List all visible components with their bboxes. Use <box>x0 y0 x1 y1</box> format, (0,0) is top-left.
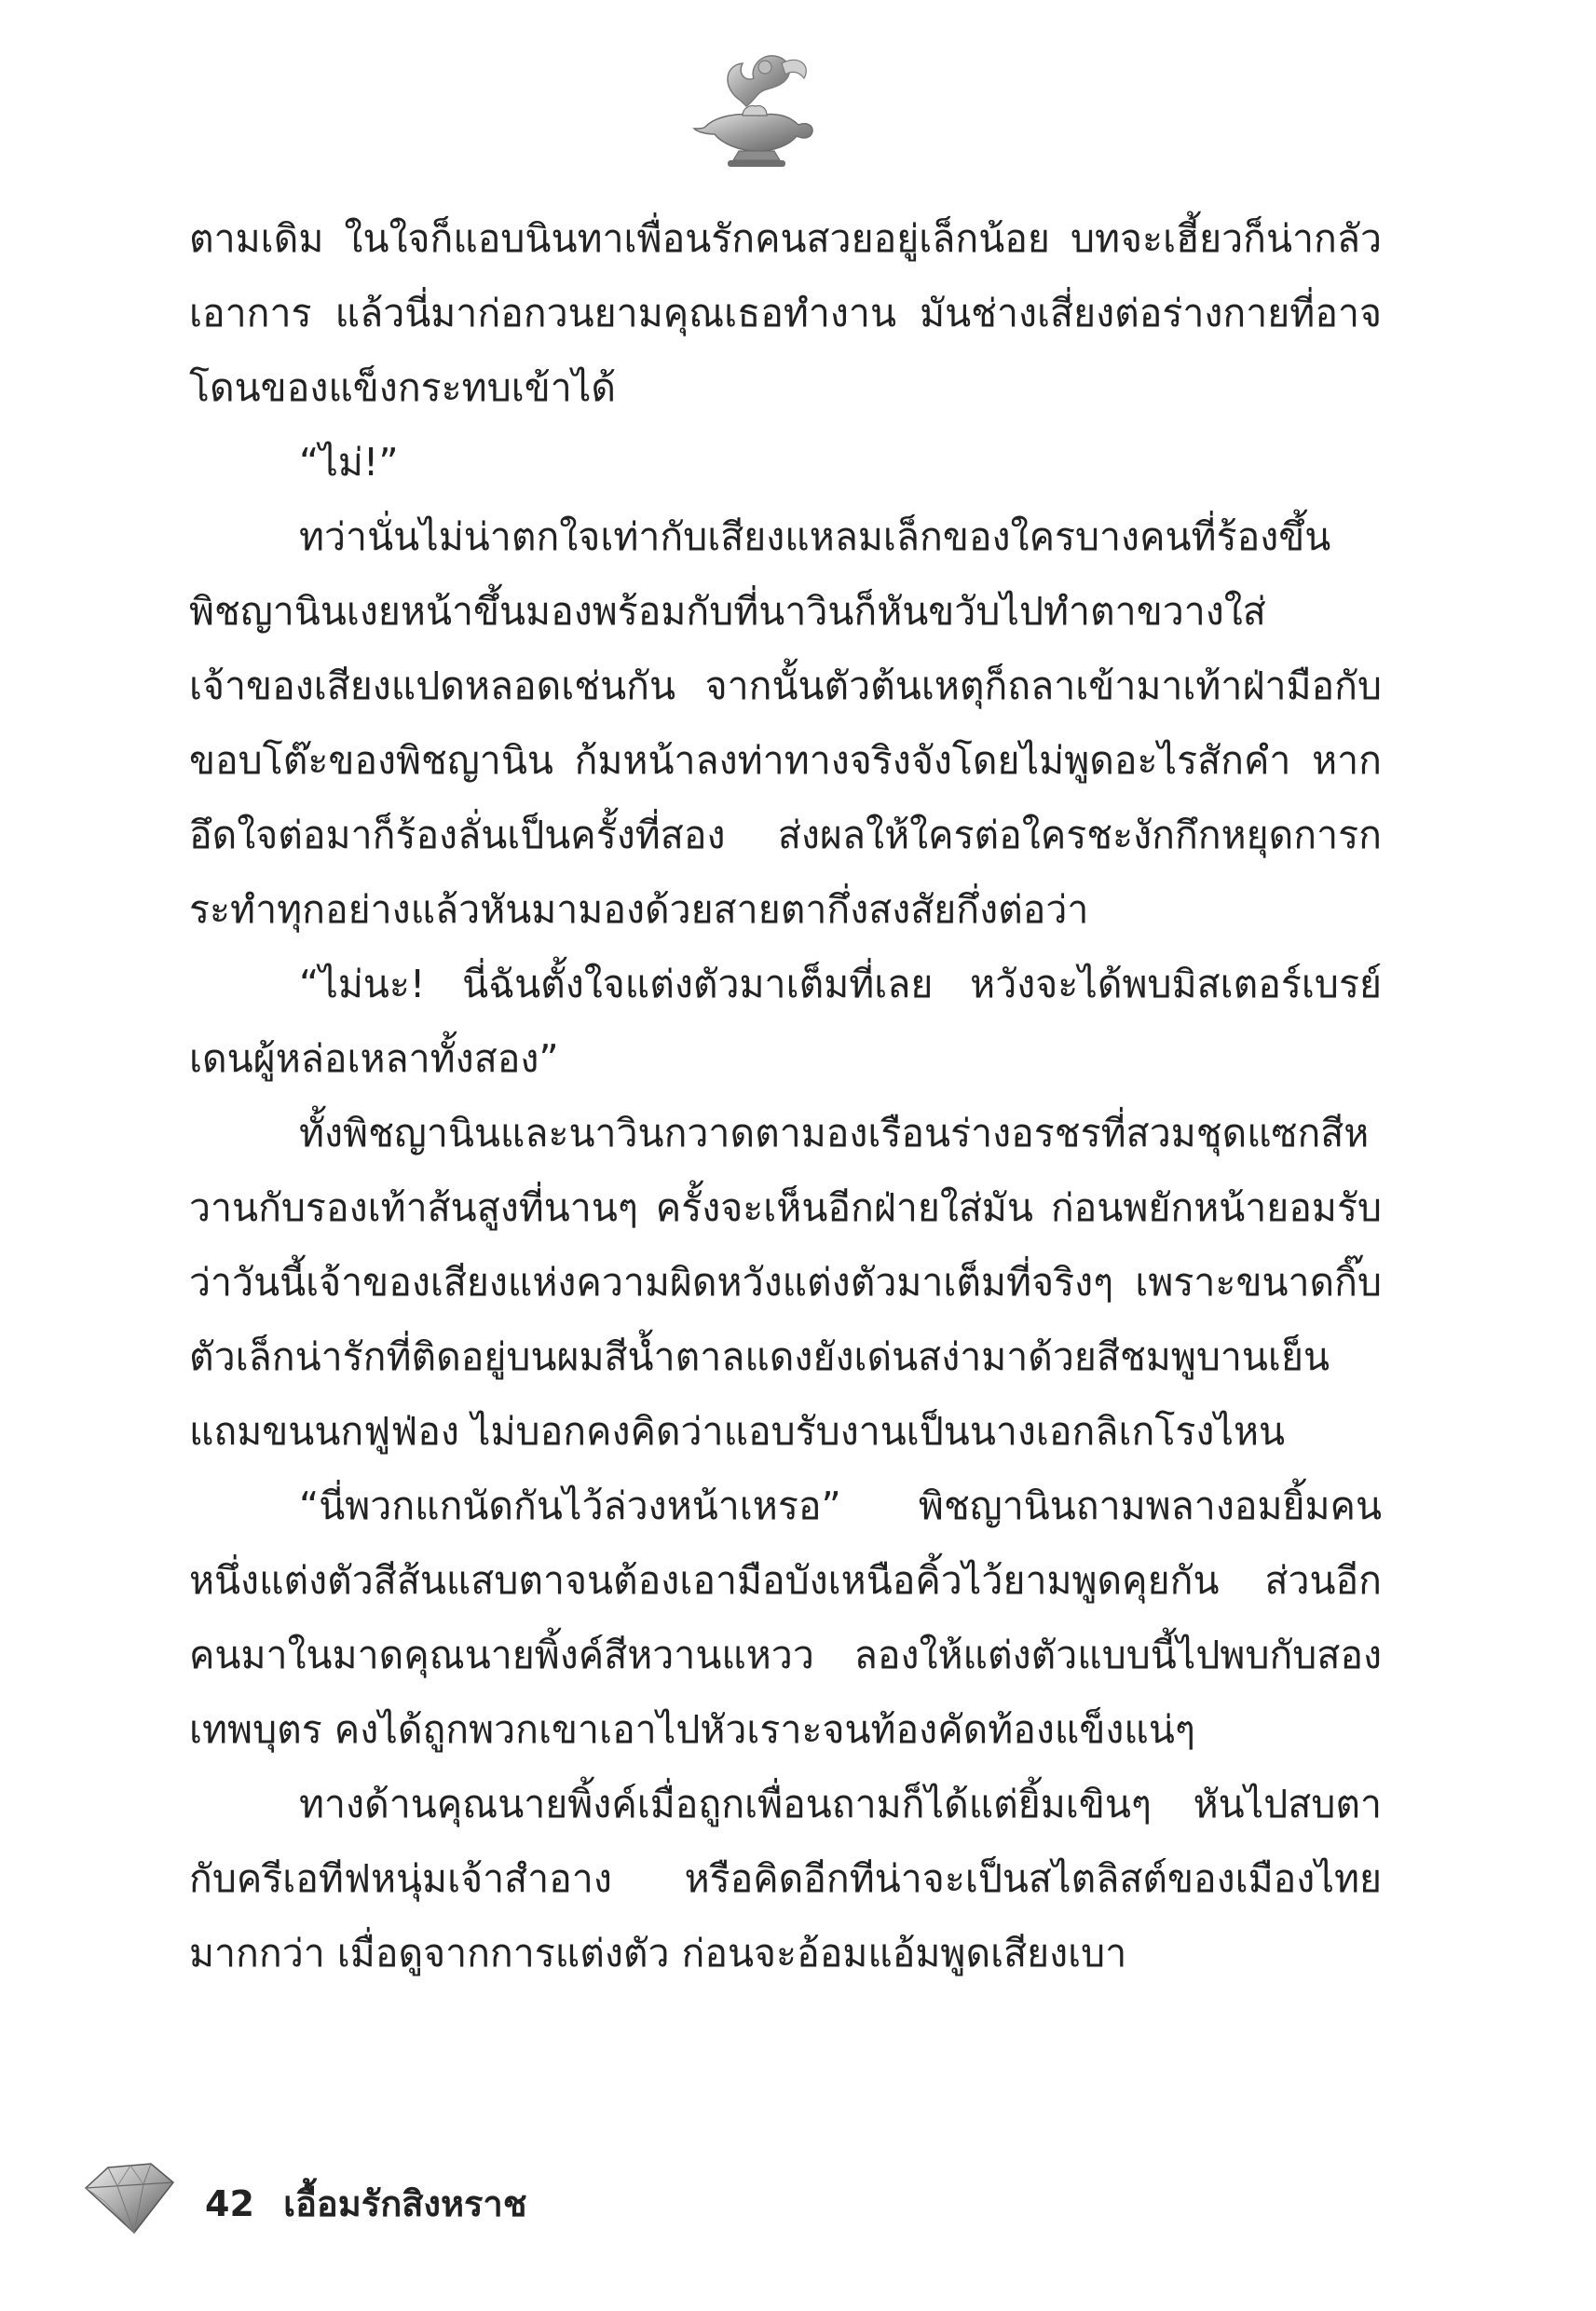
diamond-icon <box>76 2151 179 2239</box>
paragraph-p7: ทางด้านคุณนายพิ้งค์เมื่อถูกเพื่อนถามก็ได้แต่ยิ้มเขินๆ หันไปสบตากับครีเอทีฟหนุ่มเจ้าสำอาง หรือคิดอีกทีน่าจะเป็นสไตลิสต์ของเมืองไทยมากกว่า เมื่อดูจากการแต่งตัว ก่อนจะอ้อมแอ้มพูดเสียงเบา <box>189 1782 1382 1976</box>
book-title: เอื้อมรักสิงหราช <box>283 2183 527 2224</box>
paragraph-p4: “ไม่นะ! นี่ฉันตั้งใจแต่งตัวมาเต็มที่เลย หวังจะได้พบมิสเตอร์เบรย์เดนผู้หล่อเหลาทั้งสอง” <box>189 962 1382 1081</box>
paragraph-p2: “ไม่!” <box>299 440 399 485</box>
paragraph-p3: ทว่านั่นไม่น่าตกใจเท่ากับเสียงแหลมเล็กของใครบางคนที่ร้องขึ้น พิชญานินเงยหน้าขึ้นมองพร้อมกับที่นาวินก็หันขวับไปทำตาขวางใส่เจ้าของเสียงแปดหลอดเช่นกัน จากนั้นตัวต้นเหตุก็ถลาเข้ามาเท้าฝ่ามือกับขอบโต๊ะของพิชญานิน ก้มหน้าลงท่าทางจริงจังโดยไม่พูดอะไรสักคำ หากอึดใจต่อมาก็ร้องลั่นเป็นครั้งที่สอง ส่งผลให้ใครต่อใครชะงักกึกหยุดการกระทำทุกอย่างแล้วหันมามองด้วยสายตากึ่งสงสัยกึ่งต่อว่า <box>189 514 1382 932</box>
paragraph-p5: ทั้งพิชญานินและนาวินกวาดตามองเรือนร่างอรชรที่สวมชุดแซกสีหวานกับรองเท้าส้นสูงที่นานๆ ครั้งจะเห็นอีกฝ่ายใส่มัน ก่อนพยักหน้ายอมรับว่าวันนี้เจ้าของเสียงแห่งความผิดหวังแต่งตัวมาเต็มที่จริงๆ เพราะขนาดกิ๊บตัวเล็กน่ารักที่ติดอยู่บนผมสีน้ำตาลแดงยังเด่นสง่ามาด้วยสีชมพูบานเย็นแถมขนนกฟูฟ่อง ไม่บอกคงคิดว่าแอบรับงานเป็นนางเอกลิเกโรงไหน <box>189 1111 1382 1454</box>
body-text <box>189 201 1382 1990</box>
paragraph-p1: ตามเดิม ในใจก็แอบนินทาเพื่อนรักคนสวยอยู่เล็กน้อย บทจะเฮี้ยวก็น่ากลัวเอาการ แล้วนี่มาก่อกวนยามคุณเธอทำงาน มันช่างเสี่ยงต่อร่างกายที่อาจโดนของแข็งกระทบเข้าได้ <box>189 216 1382 410</box>
footer-label <box>205 2175 527 2232</box>
page-footer <box>76 2151 729 2253</box>
page-number: 42 <box>205 2183 254 2224</box>
magic-lamp-angel-icon <box>685 47 825 172</box>
paragraph-p6: “นี่พวกแกนัดกันไว้ล่วงหน้าเหรอ” พิชญานินถามพลางอมยิ้มคนหนึ่งแต่งตัวสีส้นแสบตาจนต้องเอามือบังเหนือคิ้วไว้ยามพูดคุยกัน ส่วนอีกคนมาในมาดคุณนายพิ้งค์สีหวานแหวว ลองให้แต่งตัวแบบนี้ไปพบกับสองเทพบุตร คงได้ถูกพวกเขาเอาไปหัวเราะจนท้องคัดท้องแข็งแน่ๆ <box>189 1484 1382 1752</box>
